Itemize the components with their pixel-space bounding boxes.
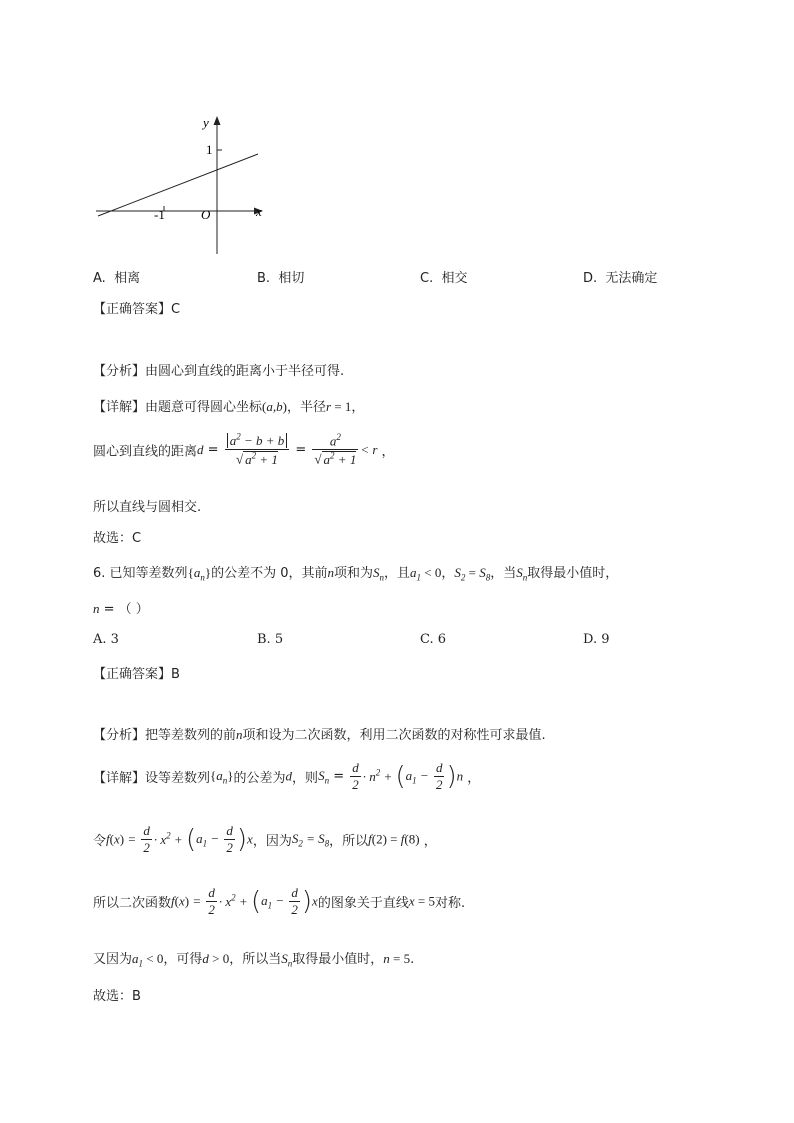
detail-text: ，则 bbox=[292, 771, 319, 786]
distance-text: 圆心到直线的距离 bbox=[93, 444, 198, 460]
q5-option-text: 无法确定 bbox=[605, 271, 658, 286]
detail-text: ，所以 bbox=[329, 834, 369, 849]
q6-option-b[interactable] bbox=[257, 632, 283, 647]
q5-option-letter: A. bbox=[93, 271, 106, 286]
q5-option-letter: D. bbox=[583, 271, 598, 286]
q6-option-letter: A. bbox=[93, 632, 107, 647]
q6-option-text: 6 bbox=[437, 632, 447, 647]
answer-blank: （ ） bbox=[118, 602, 149, 617]
q6-option-text: 3 bbox=[110, 632, 119, 647]
detail-text: 由题意可得圆心坐标 bbox=[145, 400, 263, 415]
detail-text: ，可得 bbox=[163, 952, 203, 967]
q6-option-d[interactable] bbox=[583, 632, 610, 647]
detail-label: 【详解】 bbox=[93, 771, 146, 786]
q6-choose: 故选：B bbox=[93, 989, 141, 1004]
q5-choose: 故选：C bbox=[93, 531, 142, 546]
q5-conclusion: 所以直线与圆相交. bbox=[93, 500, 202, 515]
detail-text: ，半径 bbox=[286, 400, 326, 415]
detail-text: 又因为 bbox=[93, 952, 133, 967]
detail-label: 【详解】 bbox=[93, 400, 146, 415]
q5-option-b[interactable] bbox=[257, 267, 304, 286]
q5-analysis bbox=[93, 360, 344, 379]
detail-text: ，所以当 bbox=[229, 952, 282, 967]
origin-label: O bbox=[201, 207, 211, 222]
q6-option-letter: D. bbox=[583, 632, 598, 647]
distance-fraction-2: $\frac{a^2}{√ a^2 + 1}$ bbox=[314, 432, 357, 467]
detail-text: 对称. bbox=[434, 896, 466, 911]
q6-stem-line2: n = （ ） bbox=[93, 601, 149, 617]
detail-text: 取得最小值时， bbox=[292, 952, 384, 967]
center-coords: (a,b) bbox=[262, 399, 287, 414]
q5-option-text: 相切 bbox=[278, 271, 305, 286]
q6-detail-line3: 所以二次函数f(x) = $\frac{d}{2}$ · $x^2 + (a_1$ − $\frac{d}{2}$ )x的图象关于直线x = 5对称. bbox=[93, 885, 466, 917]
y-axis-arrow bbox=[214, 116, 221, 125]
detail-text: 令 bbox=[93, 834, 107, 849]
detail-text: 的公差为 bbox=[233, 771, 286, 786]
stem-text: 项和为 bbox=[333, 566, 373, 581]
tick-label-1: 1 bbox=[206, 142, 213, 157]
detail-text: ，因为 bbox=[252, 834, 292, 849]
distance-fraction-1: $\frac{a^2 - b + b}{√ a^2 + 1}$ bbox=[225, 432, 290, 468]
stem-text: 取得最小值时， bbox=[527, 566, 619, 581]
q6-option-text: 5 bbox=[274, 632, 284, 647]
question-number: 6. bbox=[93, 566, 106, 581]
q6-option-text: 9 bbox=[601, 632, 610, 647]
stem-text: ，当 bbox=[490, 566, 517, 581]
analysis-text: 由圆心到直线的距离小于半径可得. bbox=[145, 364, 345, 379]
q5-option-letter: C. bbox=[420, 271, 434, 286]
analysis-text: 项和设为二次函数，利用二次函数的对称性可求最值. bbox=[242, 728, 546, 743]
q6-analysis: 【分析】把等差数列的前n项和设为二次函数，利用二次函数的对称性可求最值. bbox=[93, 727, 546, 743]
q6-answer bbox=[93, 663, 180, 682]
stem-text: 的公差不为 0，其前 bbox=[211, 566, 328, 581]
sequence-symbol: $\{a_n\}$ bbox=[187, 565, 212, 583]
oblique-line bbox=[98, 154, 258, 216]
answer-value: B bbox=[171, 667, 180, 682]
q6-detail-line2: 令f(x) = $\frac{d}{2}$ · $x^2 + (a_1$ − $\frac{d}{2}$ )x，因为$S_2 = S_8$，所以f(2) = f(8) ， bbox=[93, 823, 437, 855]
q5-distance: 圆心到直线的距离d = $\frac{a^2 - b + b}{√ a^2 + 1}$ = $\frac{a^2}{√ a^2 + 1}$ < r ， bbox=[93, 432, 395, 467]
q6-option-c[interactable] bbox=[420, 632, 446, 647]
q6-option-a[interactable] bbox=[93, 632, 119, 647]
answer-label: 【正确答案】 bbox=[93, 667, 172, 682]
stem-text: ，且 bbox=[383, 566, 410, 581]
q6-option-letter: B. bbox=[257, 632, 271, 647]
q5-option-d[interactable] bbox=[583, 267, 657, 286]
y-axis-label: y bbox=[203, 115, 209, 130]
x-axis-label: x bbox=[256, 204, 262, 219]
detail-text: 设等差数列 bbox=[145, 771, 211, 786]
radius-eq: r = 1 bbox=[325, 399, 352, 414]
q5-option-text: 相离 bbox=[114, 271, 141, 286]
detail-text: 所以二次函数 bbox=[93, 896, 172, 911]
q6-stem: 6. 已知等差数列$\{a_n\}$的公差不为 0，其前n项和为$S_n$，且$a_1 < 0$，$S_2 = S_8$，当$S_n$取得最小值时， bbox=[93, 565, 619, 583]
answer-value: C bbox=[171, 302, 181, 317]
q5-option-a[interactable] bbox=[93, 267, 140, 286]
analysis-label: 【分析】 bbox=[93, 364, 146, 379]
q5-option-c[interactable] bbox=[420, 267, 468, 286]
answer-label: 【正确答案】 bbox=[93, 302, 172, 317]
coordinate-figure bbox=[90, 112, 280, 262]
analysis-text: 把等差数列的前 bbox=[145, 728, 237, 743]
q5-detail: 【详解】由题意可得圆心坐标(a,b)，半径r = 1， bbox=[93, 399, 365, 415]
analysis-label: 【分析】 bbox=[93, 728, 146, 743]
q6-detail: 【详解】设等差数列$\{a_n\}$的公差为d，则$S_n$ = $\frac{d}{2}$ · $n^2 + (a_1$ − $\frac{d}{2}$ )n ， bbox=[93, 760, 481, 792]
detail-text: 的图象关于直线 bbox=[317, 896, 409, 911]
q5-option-text: 相交 bbox=[441, 271, 468, 286]
tick-label-neg1: -1 bbox=[154, 207, 165, 222]
q6-detail-line4: 又因为$a_1 < 0$，可得d > 0，所以当$S_n$取得最小值时，n = 5. bbox=[93, 951, 415, 969]
q5-answer bbox=[93, 298, 180, 317]
q5-option-letter: B. bbox=[257, 271, 271, 286]
stem-text: 已知等差数列 bbox=[109, 566, 188, 581]
q6-option-letter: C. bbox=[420, 632, 434, 647]
